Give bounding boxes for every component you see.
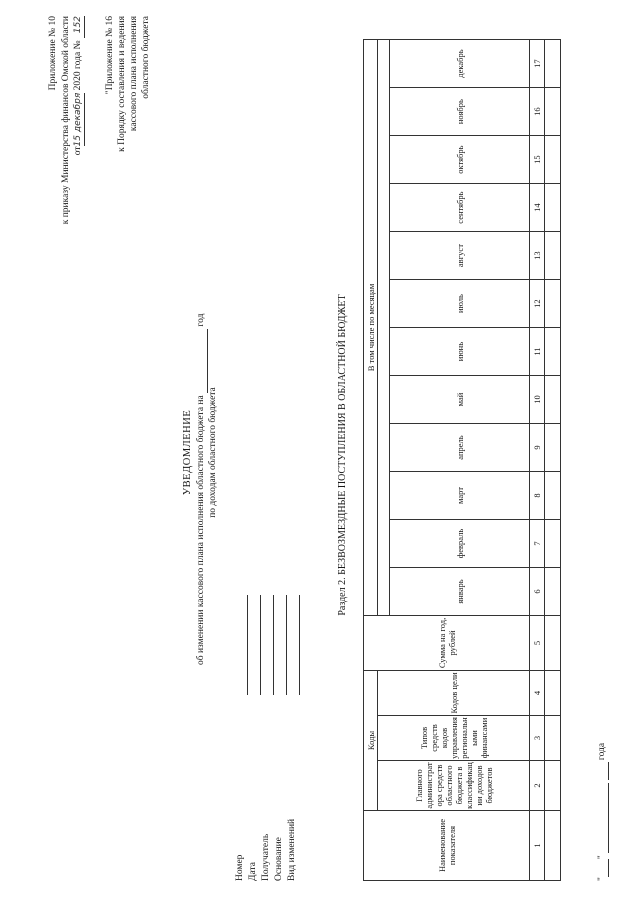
col-number: 6	[530, 567, 545, 615]
month-jun: июнь	[390, 328, 530, 376]
col-number: 17	[530, 40, 545, 88]
table-cell	[545, 670, 561, 715]
month-apr: апрель	[390, 424, 530, 472]
col-number: 4	[530, 670, 545, 715]
table-cell	[545, 761, 561, 811]
col-number: 15	[530, 136, 545, 184]
col-code-admin: Главного администратора средств областного бюджета в классификации доходов бюджетов	[378, 761, 530, 811]
col-number: 16	[530, 88, 545, 136]
col-number: 1	[530, 811, 545, 881]
field-date-line	[260, 595, 261, 695]
col-indicator-name: Наименование показателя	[364, 811, 530, 881]
order-line: к приказу Министерства финансов Омской области	[61, 16, 71, 225]
order-date-line: от15 декабря 2020 года № 152	[73, 16, 83, 156]
table-cell	[545, 184, 561, 232]
month-sep: сентябрь	[390, 184, 530, 232]
table-cell	[545, 520, 561, 568]
handwritten-date: 15 декабря	[73, 92, 83, 147]
month-nov: ноябрь	[390, 88, 530, 136]
sub-appendix-line3: областного бюджета	[141, 16, 151, 99]
col-number: 12	[530, 280, 545, 328]
notice-title: УВЕДОМЛЕНИЕ	[182, 409, 193, 496]
field-recipient-line	[273, 595, 274, 695]
footer-date: " " года	[597, 742, 607, 881]
codes-header: Коды	[364, 670, 378, 810]
month-jan: январь	[390, 567, 530, 615]
table-cell	[545, 376, 561, 424]
field-date-label: Дата	[248, 862, 258, 881]
col-number: 2	[530, 761, 545, 811]
notice-line1: об изменении кассового плана исполнения областного бюджета на год	[196, 313, 206, 665]
col-number: 9	[530, 424, 545, 472]
table-cell	[545, 472, 561, 520]
col-number: 11	[530, 328, 545, 376]
table-cell	[545, 136, 561, 184]
month-feb: февраль	[390, 520, 530, 568]
month-oct: октябрь	[390, 136, 530, 184]
month-mar: март	[390, 472, 530, 520]
field-change-type-line	[299, 595, 300, 695]
month-jul: июль	[390, 280, 530, 328]
col-sum-year: Сумма на год, рублей	[364, 615, 530, 670]
field-number-line	[247, 595, 248, 695]
table-cell	[545, 88, 561, 136]
section-title: Раздел 2. БЕЗВОЗМЕЗДНЫЕ ПОСТУПЛЕНИЯ В ОБЛАСТНОЙ БЮДЖЕТ	[337, 294, 348, 616]
budget-table	[363, 39, 561, 881]
col-code-goals: Кодов цели	[378, 670, 530, 715]
handwritten-order-number: 152	[73, 16, 85, 38]
months-spacer	[378, 40, 390, 616]
table-cell	[545, 328, 561, 376]
col-number: 3	[530, 716, 545, 761]
col-number: 7	[530, 520, 545, 568]
table-cell	[545, 232, 561, 280]
col-number: 8	[530, 472, 545, 520]
month-aug: август	[390, 232, 530, 280]
col-number: 14	[530, 184, 545, 232]
field-basis-label: Основание	[274, 837, 284, 881]
table-cell	[545, 280, 561, 328]
col-code-types: Типов средств кодов управления региональными финансами	[378, 716, 530, 761]
month-dec: декабрь	[390, 40, 530, 88]
col-number: 5	[530, 615, 545, 670]
field-recipient-label: Получатель	[261, 833, 271, 881]
sub-appendix-line1: к Порядку составления и ведения	[117, 16, 127, 152]
months-header: В том числе по месяцам	[364, 40, 378, 616]
notice-line2: по доходам областного бюджета	[208, 387, 218, 518]
month-may: май	[390, 376, 530, 424]
sub-appendix-number: "Приложение № 16	[105, 16, 115, 95]
table-cell	[545, 716, 561, 761]
sub-appendix-line2: кассового плана исполнения	[129, 16, 139, 132]
table-cell	[545, 40, 561, 88]
field-change-type-label: Вид изменений	[287, 818, 297, 881]
appendix-number: Приложение № 10	[48, 16, 58, 91]
col-number: 10	[530, 376, 545, 424]
table-cell	[545, 615, 561, 670]
table-cell	[545, 424, 561, 472]
field-number-label: Номер	[235, 854, 245, 881]
table-cell	[545, 811, 561, 881]
col-number: 13	[530, 232, 545, 280]
table-cell	[545, 567, 561, 615]
field-basis-line	[286, 595, 287, 695]
